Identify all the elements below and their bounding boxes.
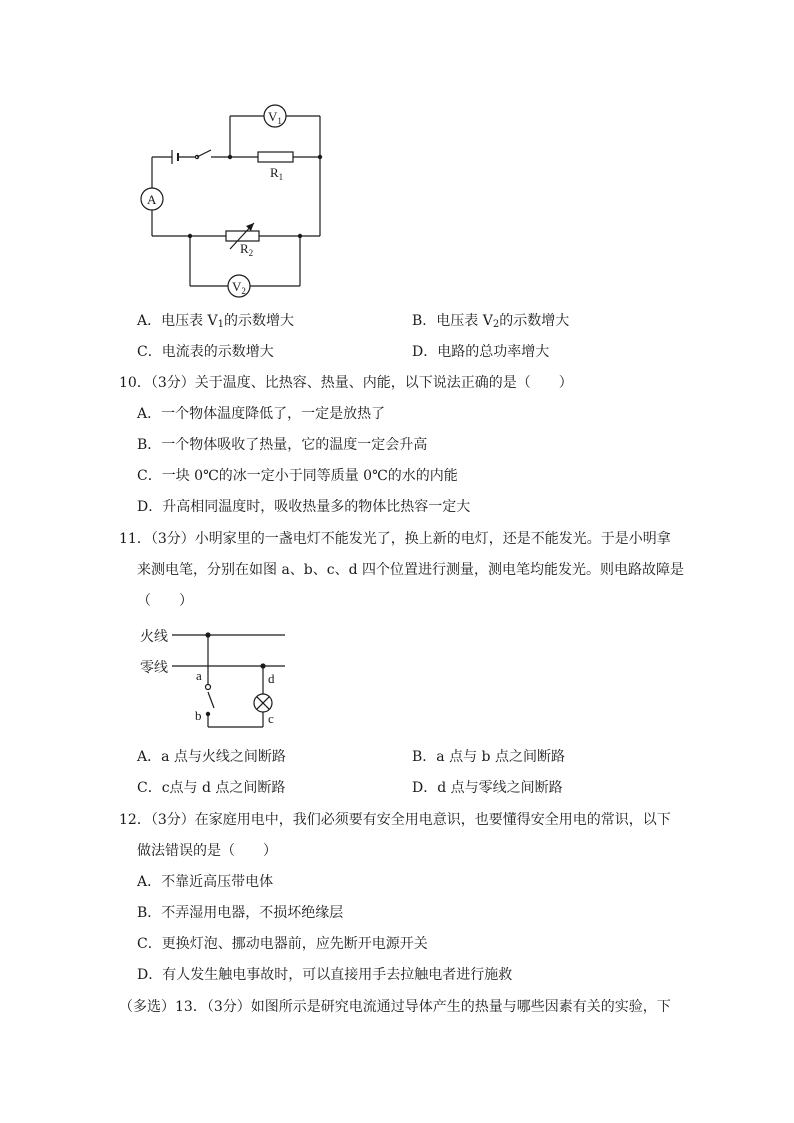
q11-stem-line3: （ ）: [137, 593, 193, 609]
q11-option-d: D．d 点与零线之间断路: [412, 780, 563, 796]
q10-option-a: A．一个物体温度降低了，一定是放热了: [137, 406, 386, 422]
q10-option-d: D．升高相同温度时，吸收热量多的物体比热容一定大: [137, 499, 471, 515]
q12-option-a: A．不靠近高压带电体: [137, 874, 274, 890]
r2-label: $R_2$: [240, 241, 254, 258]
q9-option-c: C．电流表的示数增大: [137, 344, 274, 360]
q12-option-d: D．有人发生触电事故时，可以直接用手去拉触电者进行施救: [137, 967, 513, 983]
q11-option-c: C．c点与 d 点之间断路: [137, 780, 286, 796]
live-wire-label: 火线: [140, 629, 168, 645]
circuit-diagram-q9: [0, 0, 794, 310]
q12-option-c: C．更换灯泡、挪动电器前，应先断开电源开关: [137, 936, 428, 952]
point-b-label: b: [195, 708, 202, 723]
q11-stem-line2: 来测电笔，分别在如图 a、b、c、d 四个位置进行测量，测电笔均能发光。则电路故障是: [137, 562, 685, 578]
wiring-diagram-q11: [0, 620, 794, 740]
q10-stem: 10．（3分）关于温度、比热容、热量、内能，以下说法正确的是（ ）: [119, 375, 573, 391]
point-d-label: d: [268, 671, 275, 686]
q10-option-b: B．一个物体吸收了热量，它的温度一定会升高: [137, 437, 428, 453]
q9-option-d: D．电路的总功率增大: [412, 344, 550, 360]
q9-option-b: B．电压表 $V_2$的示数增大: [412, 313, 570, 330]
q11-stem-line1: 11．（3分）小明家里的一盏电灯不能发光了，换上新的电灯，还是不能发光。于是小明拿: [119, 531, 671, 547]
r1-label: $R_1$: [270, 165, 284, 182]
ammeter-label: A: [147, 192, 157, 207]
q10-option-c: C．一块 0℃的冰一定小于同等质量 0℃的水的内能: [137, 468, 458, 484]
q11-option-b: B．a 点与 b 点之间断路: [412, 749, 565, 765]
point-c-label: c: [268, 711, 274, 726]
q13-stem-line1: （多选）13．（3分）如图所示是研究电流通过导体产生的热量与哪些因素有关的实验，下: [119, 999, 671, 1015]
point-a-label: a: [196, 668, 202, 683]
q11-option-a: A．a 点与火线之间断路: [137, 749, 286, 765]
q9-option-a: A．电压表 $V_1$的示数增大: [137, 313, 295, 330]
v1-label: $V_1$: [268, 109, 282, 126]
neutral-wire-label: 零线: [140, 660, 168, 676]
q12-stem-line2: 做法错误的是（ ）: [137, 843, 277, 859]
q12-stem-line1: 12．（3分）在家庭用电中，我们必须要有安全用电意识，也要懂得安全用电的常识，以下: [119, 812, 671, 828]
v2-label: $V_2$: [232, 279, 246, 296]
q12-option-b: B．不弄湿用电器，不损坏绝缘层: [137, 905, 344, 921]
